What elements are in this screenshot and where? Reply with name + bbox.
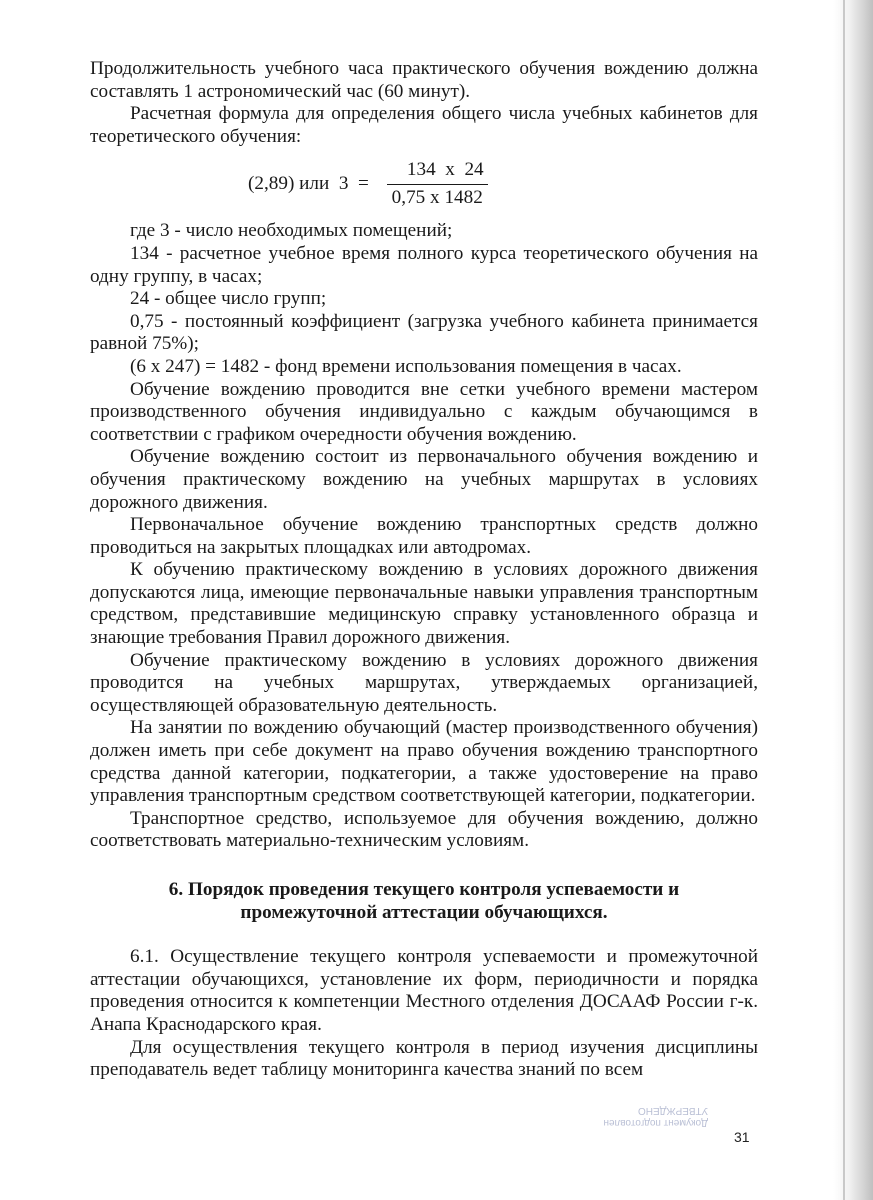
faint-stamp (488, 1040, 708, 1128)
paragraph-monitoring: Для осуществления текущего контроля в период изучения дисциплины преподаватель ведет таблицу мониторинга качества знаний по всем (90, 1036, 758, 1081)
page-edge-line (843, 0, 845, 1200)
page-edge-shadow (833, 0, 873, 1200)
formula-numerator: 134 х 24 (387, 159, 488, 185)
stamp-line-1: Документ подготовлен (603, 1117, 708, 1128)
paragraph-admission: К обучению практическому вождению в условиях дорожного движения допускаются лица, имеющие первоначальные навыки управления транспортным средством, представившие медицинскую справку установленного образца и знающие требования Правил дорожного движения. (90, 559, 758, 649)
formula-fraction (387, 159, 488, 209)
paragraph-vehicle: Транспортное средство, используемое для обучения вождению, должно соответствовать материально-техническим условиям. (90, 807, 758, 852)
legend-groups: 24 - общее число групп; (130, 288, 327, 310)
legend-hours: 134 - расчетное учебное время полного курса теоретического обучения на одну группу, в часах; (90, 242, 758, 287)
paragraph-instructor-documents: На занятии по вождению обучающий (мастер производственного обучения) должен иметь при себе документ на право обучения вождению транспортного средства данной категории, подкатегории, а также удостоверение на право управления транспортным средством соответствующей категории, подкатегории. (90, 717, 758, 807)
legend-time-fund: (6 х 247) = 1482 - фонд времени использования помещения в часах. (130, 355, 682, 377)
paragraph-6-1: 6.1. Осуществление текущего контроля успеваемости и промежуточной аттестации обучающихся, установление их форм, периодичности и порядка проведения относится к компетенции Местного отделения ДОСААФ России г-к. Анапа Краснодарского края. (90, 946, 758, 1035)
legend-rooms: где 3 - число необходимых помещений; (130, 220, 453, 242)
section-heading: 6. Порядок проведения текущего контроля успеваемости и промежуточной аттестации обучающихся. (168, 879, 680, 923)
paragraph-routes: Обучение практическому вождению в условиях дорожного движения проводится на учебных маршрутах, утверждаемых организацией, осуществляющей образовательную деятельность. (90, 649, 758, 716)
formula-lhs: (2,89) или 3 = (248, 173, 369, 195)
paragraph-formula-intro: Расчетная формула для определения общего числа учебных кабинетов для теоретического обучения: (90, 103, 758, 147)
formula-denominator: 0,75 х 1482 (391, 186, 483, 208)
paragraph-lesson-hour: Продолжительность учебного часа практического обучения вождению должна составлять 1 астрономический час (60 минут). (90, 58, 758, 102)
paragraph-initial-training: Первоначальное обучение вождению транспортных средств должно проводиться на закрытых площадках или автодромах. (90, 514, 758, 558)
paragraph-driving-schedule: Обучение вождению проводится вне сетки учебного времени мастером производственного обучения индивидуально с каждым обучающимся в соответствии с графиком очередности обучения вождению. (90, 378, 758, 445)
paragraph-driving-structure: Обучение вождению состоит из первоначального обучения вождению и обучения практическому вождению на учебных маршрутах в условиях дорожного движения. (90, 446, 758, 513)
classroom-formula (90, 158, 758, 210)
stamp-line-2: УТВЕРЖДЕНО (637, 1105, 708, 1116)
legend-coefficient: 0,75 - постоянный коэффициент (загрузка учебного кабинета принимается равной 75%); (90, 310, 758, 355)
page-number: 31 (734, 1129, 750, 1145)
document-body (90, 58, 758, 1082)
